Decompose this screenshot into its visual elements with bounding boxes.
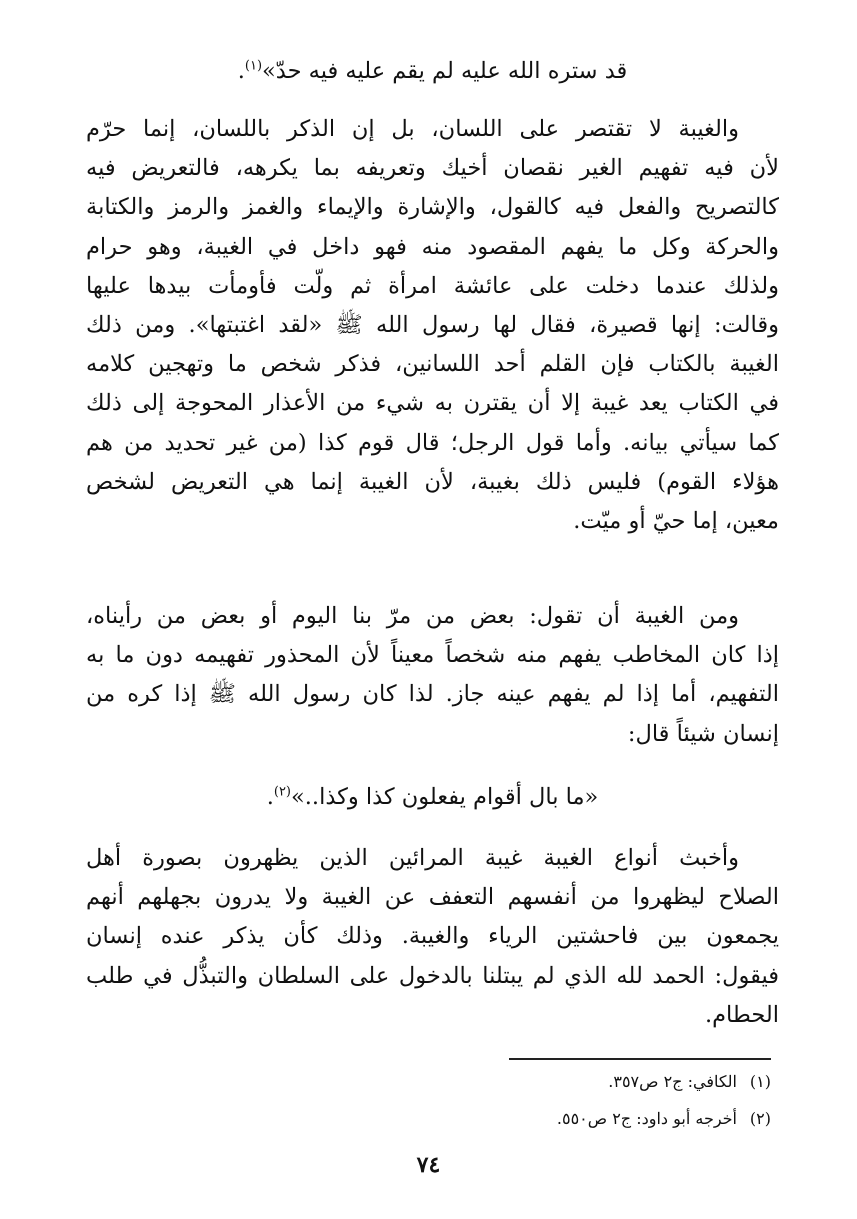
paragraph-1 [86,110,779,541]
top-quote-text: قد ستره الله عليه لم يقم عليه فيه حدّ» [262,58,628,84]
footnote-ref-2: (٢) [273,784,291,800]
top-quote [86,52,779,91]
paragraph-line: كالتصريح والفعل فيه كالقول، والإشارة والإيماء والغمز والرمز والكتابة [86,194,779,221]
paragraph-line: معين، إما حيّ أو ميّت. [573,508,779,535]
paragraph-line: والحركة وكل ما يفهم المقصود منه فهو داخل في الغيبة، وهو حرام [86,233,779,260]
hadith-quote-end: . [266,784,274,810]
paragraph-line: وأخبث أنواع الغيبة غيبة المرائين الذين يظهرون بصورة أهل [86,845,739,871]
paragraph-2 [86,597,779,754]
footnote-number: (١) [749,1072,771,1091]
paragraph-line: لأن فيه تفهيم الغير نقصان أخيك وتعريفه بما يكرهه، فالتعريض فيه [86,155,779,182]
paragraph-line: هؤلاء القوم) فليس ذلك بغيبة، لأن الغيبة إنما هي التعريض لشخص [86,468,779,495]
paragraph-3 [86,839,779,1035]
hadith-quote-text: «ما بال أقوام يفعلون كذا وكذا..» [291,784,599,810]
paragraph-line: في الكتاب يعد غيبة إلا أن يقترن به شيء من الأعذار المحوجة إلى ذلك [86,390,779,417]
paragraph-line: التفهيم، أما إذا لم يفهم عينه جاز. لذا كان رسول الله ﷺ إذا كره من [86,681,779,708]
paragraph-line: وقالت: إنها قصيرة، فقال لها رسول الله ﷺ «لقد اغتبتها». ومن ذلك [86,312,779,339]
paragraph-line: ولذلك عندما دخلت على عائشة امرأة ثم ولّت فأومأت بيدها عليها [86,272,779,299]
paragraph-line: فيقول: الحمد لله الذي لم يبتلنا بالدخول على السلطان والتبذُّل في طلب [86,962,779,989]
paragraph-line: إنسان شيئاً قال: [627,720,779,747]
footnote-text: الكافي: ج٢ ص٣٥٧. [608,1072,737,1091]
paragraph-line: إذا كان المخاطب يفهم منه شخصاً معيناً لأن المحذور تفهيمه دون ما به [86,642,779,669]
paragraph-line: والغيبة لا تقتصر على اللسان، بل إن الذكر باللسان، إنما حرّم [86,116,739,142]
top-quote-end: . [237,58,245,84]
footnote-ref-1: (١) [244,58,263,74]
hadith-quote [86,778,779,817]
paragraph-line: الصلاح ليظهروا من أنفسهم التعفف عن الغيبة ولا يدرون بجهلهم أنهم [86,884,779,911]
paragraph-line: يجمعون بين فاحشتين الرياء والغيبة. وذلك كأن يذكر عنده إنسان [86,923,779,950]
paragraph-line: ومن الغيبة أن تقول: بعض من مرّ بنا اليوم أو بعض من رأيناه، [86,603,739,629]
footnote-text: أخرجه أبو داود: ج٢ ص٥٥٠. [556,1109,737,1128]
footnote-1 [86,1070,771,1094]
paragraph-line: كما سيأتي بيانه. وأما قول الرجل؛ قال قوم كذا (من غير تحديد من هم [86,429,779,456]
footnote-number: (٢) [749,1109,771,1128]
footnote-divider [509,1058,771,1060]
paragraph-line: الغيبة بالكتاب فإن القلم أحد اللسانين، فذكر شخص ما وتهجين كلامه [86,351,779,378]
page-number: ٧٤ [416,1152,441,1178]
paragraph-line: الحطام. [704,1001,779,1028]
footnote-2 [86,1107,771,1131]
